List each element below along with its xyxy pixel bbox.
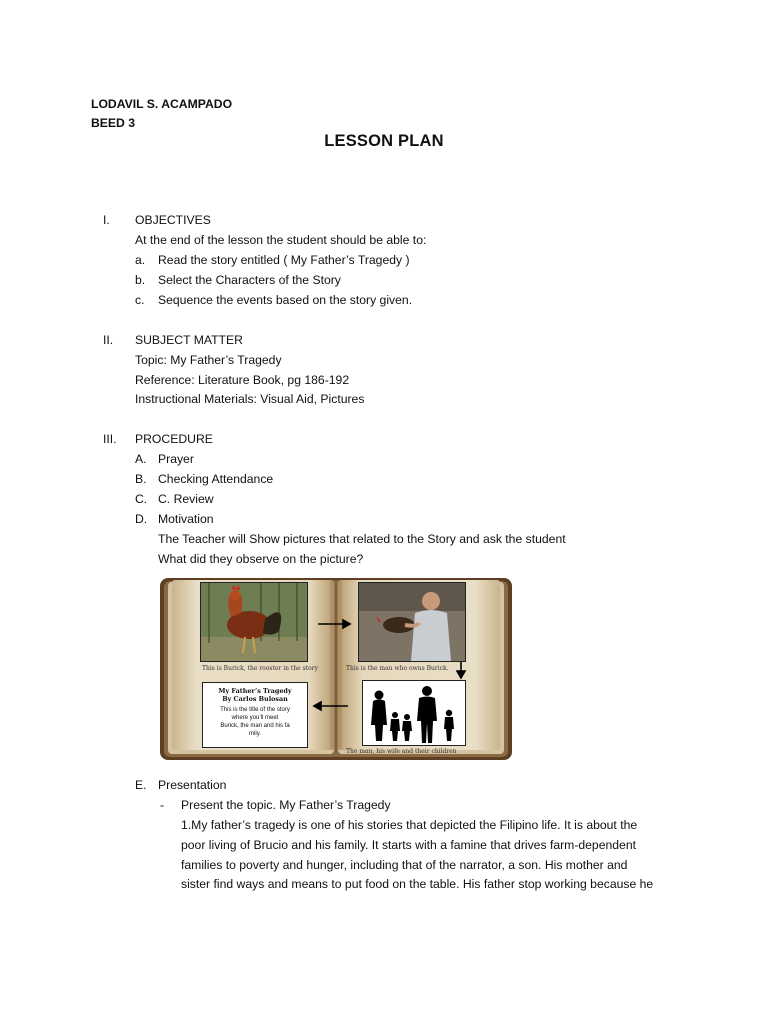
card-story-title: My Father’s Tragedy (218, 687, 292, 695)
paragraph-line: 1.My father’s tragedy is one of his stories that depicted the Filipino life. It is about the (181, 818, 638, 832)
list-item: Checking Attendance (158, 472, 274, 486)
subject-matter-heading: SUBJECT MATTER (135, 333, 243, 347)
list-marker: a. (135, 253, 146, 267)
paragraph-line: poor living of Brucio and his family. It starts with a famine that drives farm-dependent (181, 838, 636, 852)
paragraph-line: families to poverty and hunger, including that of the narrator, a son. His mother and (181, 858, 628, 872)
card-line: where you’ll meet (231, 715, 279, 721)
list-item: Motivation (158, 512, 214, 526)
procedure-heading: PROCEDURE (135, 432, 213, 446)
objectives-intro: At the end of the lesson the student should be able to: (135, 233, 427, 247)
rooster-image (201, 583, 307, 661)
list-marker: E. (135, 778, 147, 792)
man-caption: This is the man who owns Burick. (346, 665, 449, 672)
presentation-topic: Present the topic. My Father’s Tragedy (181, 798, 391, 812)
list-item: Sequence the events based on the story given. (158, 293, 413, 307)
list-item: Read the story entitled ( My Father’s Tragedy ) (158, 253, 410, 267)
story-title-card (202, 682, 308, 748)
man-picture (358, 582, 466, 662)
man-with-rooster-image (359, 583, 465, 661)
card-description (203, 706, 307, 738)
document-title: LESSON PLAN (324, 132, 444, 150)
family-picture (362, 680, 466, 746)
motivation-question: What did they observe on the picture? (158, 552, 364, 566)
storybook-illustration (158, 576, 514, 762)
course-label: BEED 3 (91, 116, 136, 130)
list-item: Prayer (158, 452, 194, 466)
list-marker: A. (135, 452, 147, 466)
subject-reference: Reference: Literature Book, pg 186-192 (135, 373, 350, 387)
family-silhouette-image (363, 681, 465, 745)
card-line: Burick, the man and his fa (220, 723, 290, 729)
objectives-heading: OBJECTIVES (135, 213, 211, 227)
presentation-heading: Presentation (158, 778, 227, 792)
bullet-marker: - (160, 798, 165, 812)
list-marker: D. (135, 512, 148, 526)
card-story-author: By Carlos Bulosan (222, 695, 288, 703)
card-line: mily. (249, 731, 261, 737)
list-marker: C. (135, 492, 148, 506)
author-name: LODAVIL S. ACAMPADO (91, 97, 233, 111)
list-item: C. Review (158, 492, 214, 506)
motivation-text: The Teacher will Show pictures that related to the Story and ask the student (158, 532, 566, 546)
section-numeral: II. (103, 333, 114, 347)
subject-topic: Topic: My Father’s Tragedy (135, 353, 282, 367)
list-marker: c. (135, 293, 145, 307)
paragraph-line: sister find ways and means to put food on the table. His father stop working because he (181, 877, 654, 891)
rooster-caption: This is Burick, the rooster in the story (202, 665, 318, 672)
family-caption: The man, his wife and their children (346, 748, 457, 755)
list-marker: b. (135, 273, 146, 287)
section-numeral: I. (103, 213, 110, 227)
card-line: This is the title of the story (220, 707, 290, 713)
list-marker: B. (135, 472, 147, 486)
subject-materials: Instructional Materials: Visual Aid, Pictures (135, 392, 365, 406)
section-numeral: III. (103, 432, 117, 446)
rooster-picture (200, 582, 308, 662)
list-item: Select the Characters of the Story (158, 273, 341, 287)
